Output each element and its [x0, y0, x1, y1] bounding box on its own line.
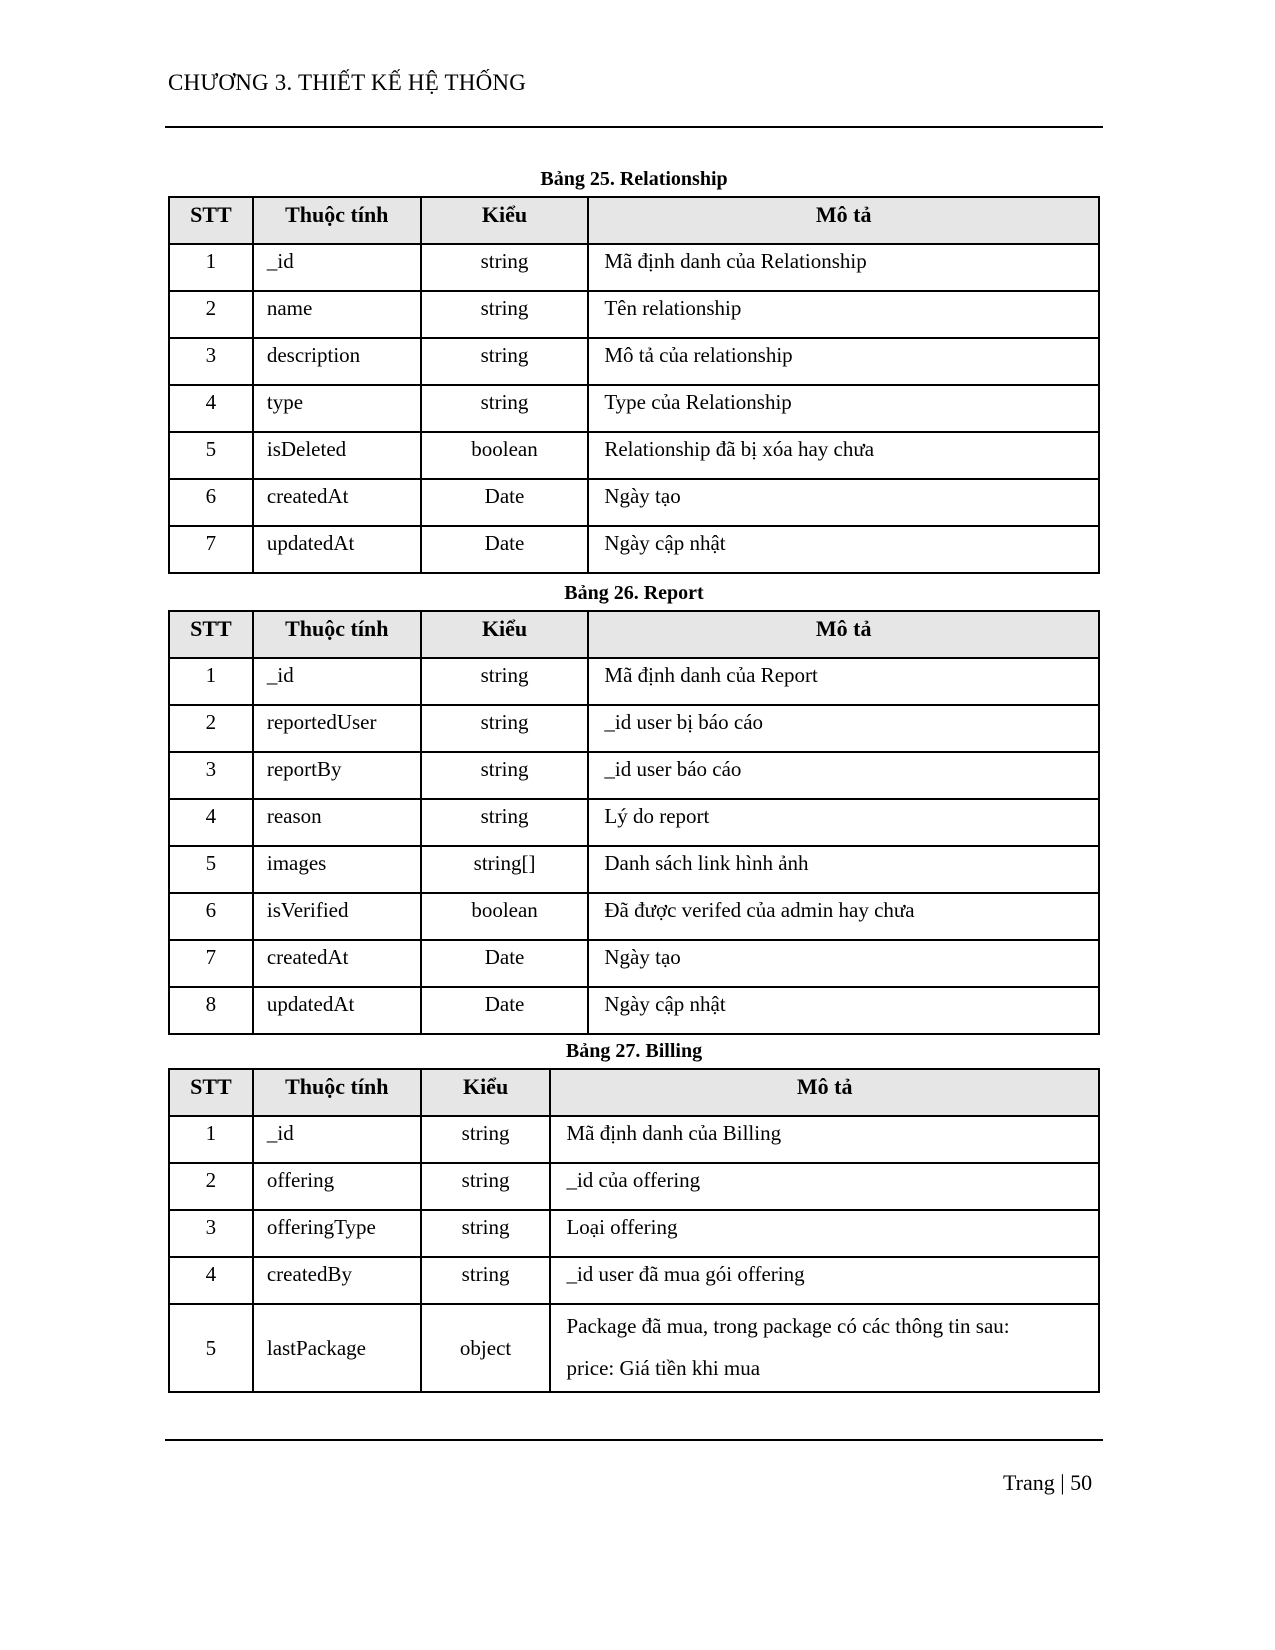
cell-description: Mã định danh của Relationship — [588, 244, 1099, 291]
cell-stt: 7 — [169, 940, 253, 987]
cell-type: string — [421, 291, 589, 338]
cell-type: string — [421, 799, 589, 846]
cell-type: Date — [421, 940, 589, 987]
table-row — [169, 846, 1099, 893]
table-row — [169, 526, 1099, 573]
column-header-type: Kiểu — [421, 1069, 551, 1116]
cell-description: Ngày cập nhật — [588, 987, 1099, 1034]
table-caption-billing: Bảng 27. Billing — [565, 1040, 703, 1062]
cell-type: boolean — [421, 432, 589, 479]
cell-description: _id của offering — [550, 1163, 1099, 1210]
table-row — [169, 658, 1099, 705]
table-row — [169, 799, 1099, 846]
cell-attribute: _id — [253, 1116, 421, 1163]
cell-type: Date — [421, 526, 589, 573]
column-header-attribute: Thuộc tính — [253, 611, 421, 658]
cell-type: string — [421, 1210, 551, 1257]
table-row — [169, 244, 1099, 291]
cell-type: string[] — [421, 846, 589, 893]
column-header-stt: STT — [169, 1069, 253, 1116]
cell-type: boolean — [421, 893, 589, 940]
table-report — [168, 610, 1100, 1035]
table-billing — [168, 1068, 1100, 1393]
table-caption-report: Bảng 26. Report — [564, 582, 704, 604]
column-header-description: Mô tả — [588, 197, 1099, 244]
table-header-row — [169, 611, 1099, 658]
cell-attribute: name — [253, 291, 421, 338]
cell-type: object — [421, 1304, 551, 1392]
cell-attribute: updatedAt — [253, 526, 421, 573]
table-row — [169, 893, 1099, 940]
cell-attribute: isVerified — [253, 893, 421, 940]
cell-description: Đã được verifed của admin hay chưa — [588, 893, 1099, 940]
cell-stt: 2 — [169, 1163, 253, 1210]
cell-description: _id user báo cáo — [588, 752, 1099, 799]
cell-type: Date — [421, 479, 589, 526]
cell-description: Danh sách link hình ảnh — [588, 846, 1099, 893]
cell-description: Ngày cập nhật — [588, 526, 1099, 573]
cell-description: Type của Relationship — [588, 385, 1099, 432]
table-row — [169, 752, 1099, 799]
cell-attribute: updatedAt — [253, 987, 421, 1034]
cell-type: string — [421, 705, 589, 752]
description-line: price: Giá tiền khi mua — [566, 1356, 761, 1380]
cell-description: Relationship đã bị xóa hay chưa — [588, 432, 1099, 479]
cell-attribute: offering — [253, 1163, 421, 1210]
table-row — [169, 432, 1099, 479]
page-number: Trang | 50 — [1003, 1470, 1093, 1495]
cell-stt: 3 — [169, 338, 253, 385]
cell-stt: 2 — [169, 291, 253, 338]
table-header-row — [169, 1069, 1099, 1116]
table-row — [169, 291, 1099, 338]
table-header-row — [169, 197, 1099, 244]
cell-type: string — [421, 1257, 551, 1304]
cell-stt: 1 — [169, 1116, 253, 1163]
page-header-title: CHƯƠNG 3. THIẾT KẾ HỆ THỐNG — [168, 70, 527, 95]
cell-description: Ngày tạo — [588, 479, 1099, 526]
table-row — [169, 1210, 1099, 1257]
cell-attribute: createdAt — [253, 479, 421, 526]
cell-type: string — [421, 1116, 551, 1163]
cell-stt: 6 — [169, 479, 253, 526]
column-header-description: Mô tả — [588, 611, 1099, 658]
table-caption-relationship: Bảng 25. Relationship — [540, 168, 728, 190]
table-row — [169, 1163, 1099, 1210]
cell-attribute: description — [253, 338, 421, 385]
cell-attribute: lastPackage — [253, 1304, 421, 1392]
cell-attribute: createdAt — [253, 940, 421, 987]
table-row — [169, 705, 1099, 752]
cell-type: string — [421, 1163, 551, 1210]
table-row — [169, 987, 1099, 1034]
table-row — [169, 385, 1099, 432]
cell-stt: 3 — [169, 1210, 253, 1257]
cell-stt: 5 — [169, 1304, 253, 1392]
cell-type: Date — [421, 987, 589, 1034]
cell-stt: 1 — [169, 658, 253, 705]
header-divider — [165, 126, 1103, 128]
cell-stt: 4 — [169, 385, 253, 432]
cell-description — [550, 1304, 1099, 1392]
column-header-type: Kiểu — [421, 197, 589, 244]
column-header-attribute: Thuộc tính — [253, 1069, 421, 1116]
cell-description: _id user bị báo cáo — [588, 705, 1099, 752]
cell-stt: 7 — [169, 526, 253, 573]
table-row — [169, 1116, 1099, 1163]
cell-stt: 5 — [169, 432, 253, 479]
cell-attribute: _id — [253, 244, 421, 291]
cell-type: string — [421, 752, 589, 799]
cell-attribute: isDeleted — [253, 432, 421, 479]
cell-description: Mã định danh của Report — [588, 658, 1099, 705]
cell-type: string — [421, 338, 589, 385]
column-header-stt: STT — [169, 197, 253, 244]
cell-type: string — [421, 658, 589, 705]
cell-stt: 1 — [169, 244, 253, 291]
description-line: Package đã mua, trong package có các thông tin sau: — [566, 1314, 1010, 1338]
cell-attribute: reason — [253, 799, 421, 846]
cell-attribute: reportBy — [253, 752, 421, 799]
column-header-attribute: Thuộc tính — [253, 197, 421, 244]
footer-divider — [165, 1439, 1103, 1441]
cell-attribute: images — [253, 846, 421, 893]
cell-stt: 4 — [169, 799, 253, 846]
column-header-type: Kiểu — [421, 611, 589, 658]
cell-stt: 8 — [169, 987, 253, 1034]
cell-attribute: reportedUser — [253, 705, 421, 752]
cell-stt: 5 — [169, 846, 253, 893]
column-header-description: Mô tả — [550, 1069, 1099, 1116]
cell-attribute: type — [253, 385, 421, 432]
cell-stt: 4 — [169, 1257, 253, 1304]
cell-description: Lý do report — [588, 799, 1099, 846]
cell-attribute: _id — [253, 658, 421, 705]
cell-description: Mô tả của relationship — [588, 338, 1099, 385]
table-relationship — [168, 196, 1100, 574]
cell-attribute: createdBy — [253, 1257, 421, 1304]
table-row — [169, 940, 1099, 987]
cell-description: Mã định danh của Billing — [550, 1116, 1099, 1163]
table-row — [169, 1257, 1099, 1304]
column-header-stt: STT — [169, 611, 253, 658]
cell-type: string — [421, 244, 589, 291]
cell-description: Ngày tạo — [588, 940, 1099, 987]
table-row — [169, 479, 1099, 526]
cell-description: _id user đã mua gói offering — [550, 1257, 1099, 1304]
cell-description: Tên relationship — [588, 291, 1099, 338]
table-row — [169, 1304, 1099, 1392]
table-row — [169, 338, 1099, 385]
cell-description: Loại offering — [550, 1210, 1099, 1257]
cell-stt: 6 — [169, 893, 253, 940]
cell-attribute: offeringType — [253, 1210, 421, 1257]
cell-stt: 2 — [169, 705, 253, 752]
cell-stt: 3 — [169, 752, 253, 799]
cell-type: string — [421, 385, 589, 432]
